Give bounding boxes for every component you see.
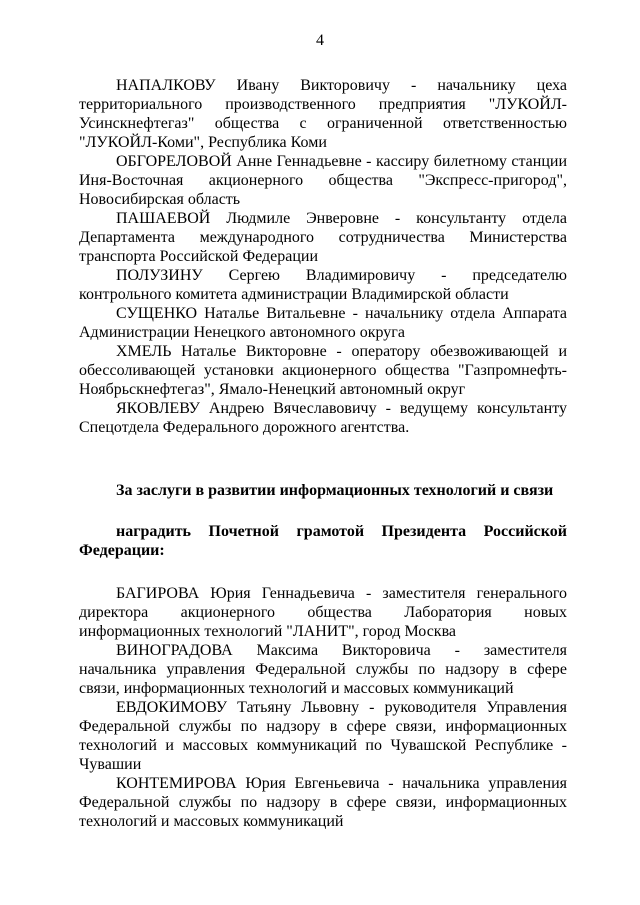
award-entry: ВИНОГРАДОВА Максима Викторовича - заместителя начальника управления Федеральной службы по надзору в сфере связи, информационных технологий и массовых коммуникаций (79, 642, 567, 697)
award-entry: ОБГОРЕЛОВОЙ Анне Геннадьевне - кассиру билетному станции Иня-Восточная акционерного общества "Экспресс-пригород", Новосибирская область (79, 153, 567, 208)
section-heading: За заслуги в развитии информационных технологий и связи (116, 482, 554, 499)
award-entry: НАПАЛКОВУ Ивану Викторовичу - начальнику цеха территориального производственного предприятия "ЛУКОЙЛ-Усинскнефтегаз" общества с ограниченной ответственностью "ЛУКОЙЛ-Коми", Республика Коми (79, 77, 567, 151)
spacer (79, 437, 567, 461)
award-entry: ПАШАЕВОЙ Людмиле Энверовне - консультанту отдела Департамента международного сотрудничества Министерства транспорта Российской Федерации (79, 210, 567, 265)
award-entry: ЯКОВЛЕВУ Андрею Вячеславовичу - ведущему консультанту Спецотдела Федерального дорожного агентства. (79, 400, 567, 436)
spacer (79, 560, 567, 584)
award-entry: БАГИРОВА Юрия Геннадьевича - заместителя генерального директора акционерного общества Лаборатория новых информационных технологий "ЛАНИТ", город Москва (79, 585, 567, 640)
award-entry: КОНТЕМИРОВА Юрия Евгеньевича - начальника управления Федеральной службы по надзору в сфере связи, информационных технологий и массовых коммуникаций (79, 775, 567, 830)
document-body (79, 76, 567, 831)
award-entry: ПОЛУЗИНУ Сергею Владимировичу - председателю контрольного комитета администрации Владимирской области (79, 267, 567, 303)
award-entry: ЕВДОКИМОВУ Татьяну Львовну - руководителя Управления Федеральной службы по надзору в сфере связи, информационных технологий и массовых коммуникаций по Чувашской Республике - Чувашии (79, 699, 567, 773)
award-decision: наградить Почетной грамотой Президента Российской Федерации: (79, 523, 567, 559)
award-entry: ХМЕЛЬ Наталье Викторовне - оператору обезвоживающей и обессоливающей установки акционерного общества "Газпромнефть-Ноябрьскнефтегаз", Ямало-Ненецкий автономный округ (79, 343, 567, 398)
page-number: 4 (316, 32, 324, 49)
award-entry: СУЩЕНКО Наталье Витальевне - начальнику отдела Аппарата Администрации Ненецкого автономного округа (79, 305, 567, 341)
